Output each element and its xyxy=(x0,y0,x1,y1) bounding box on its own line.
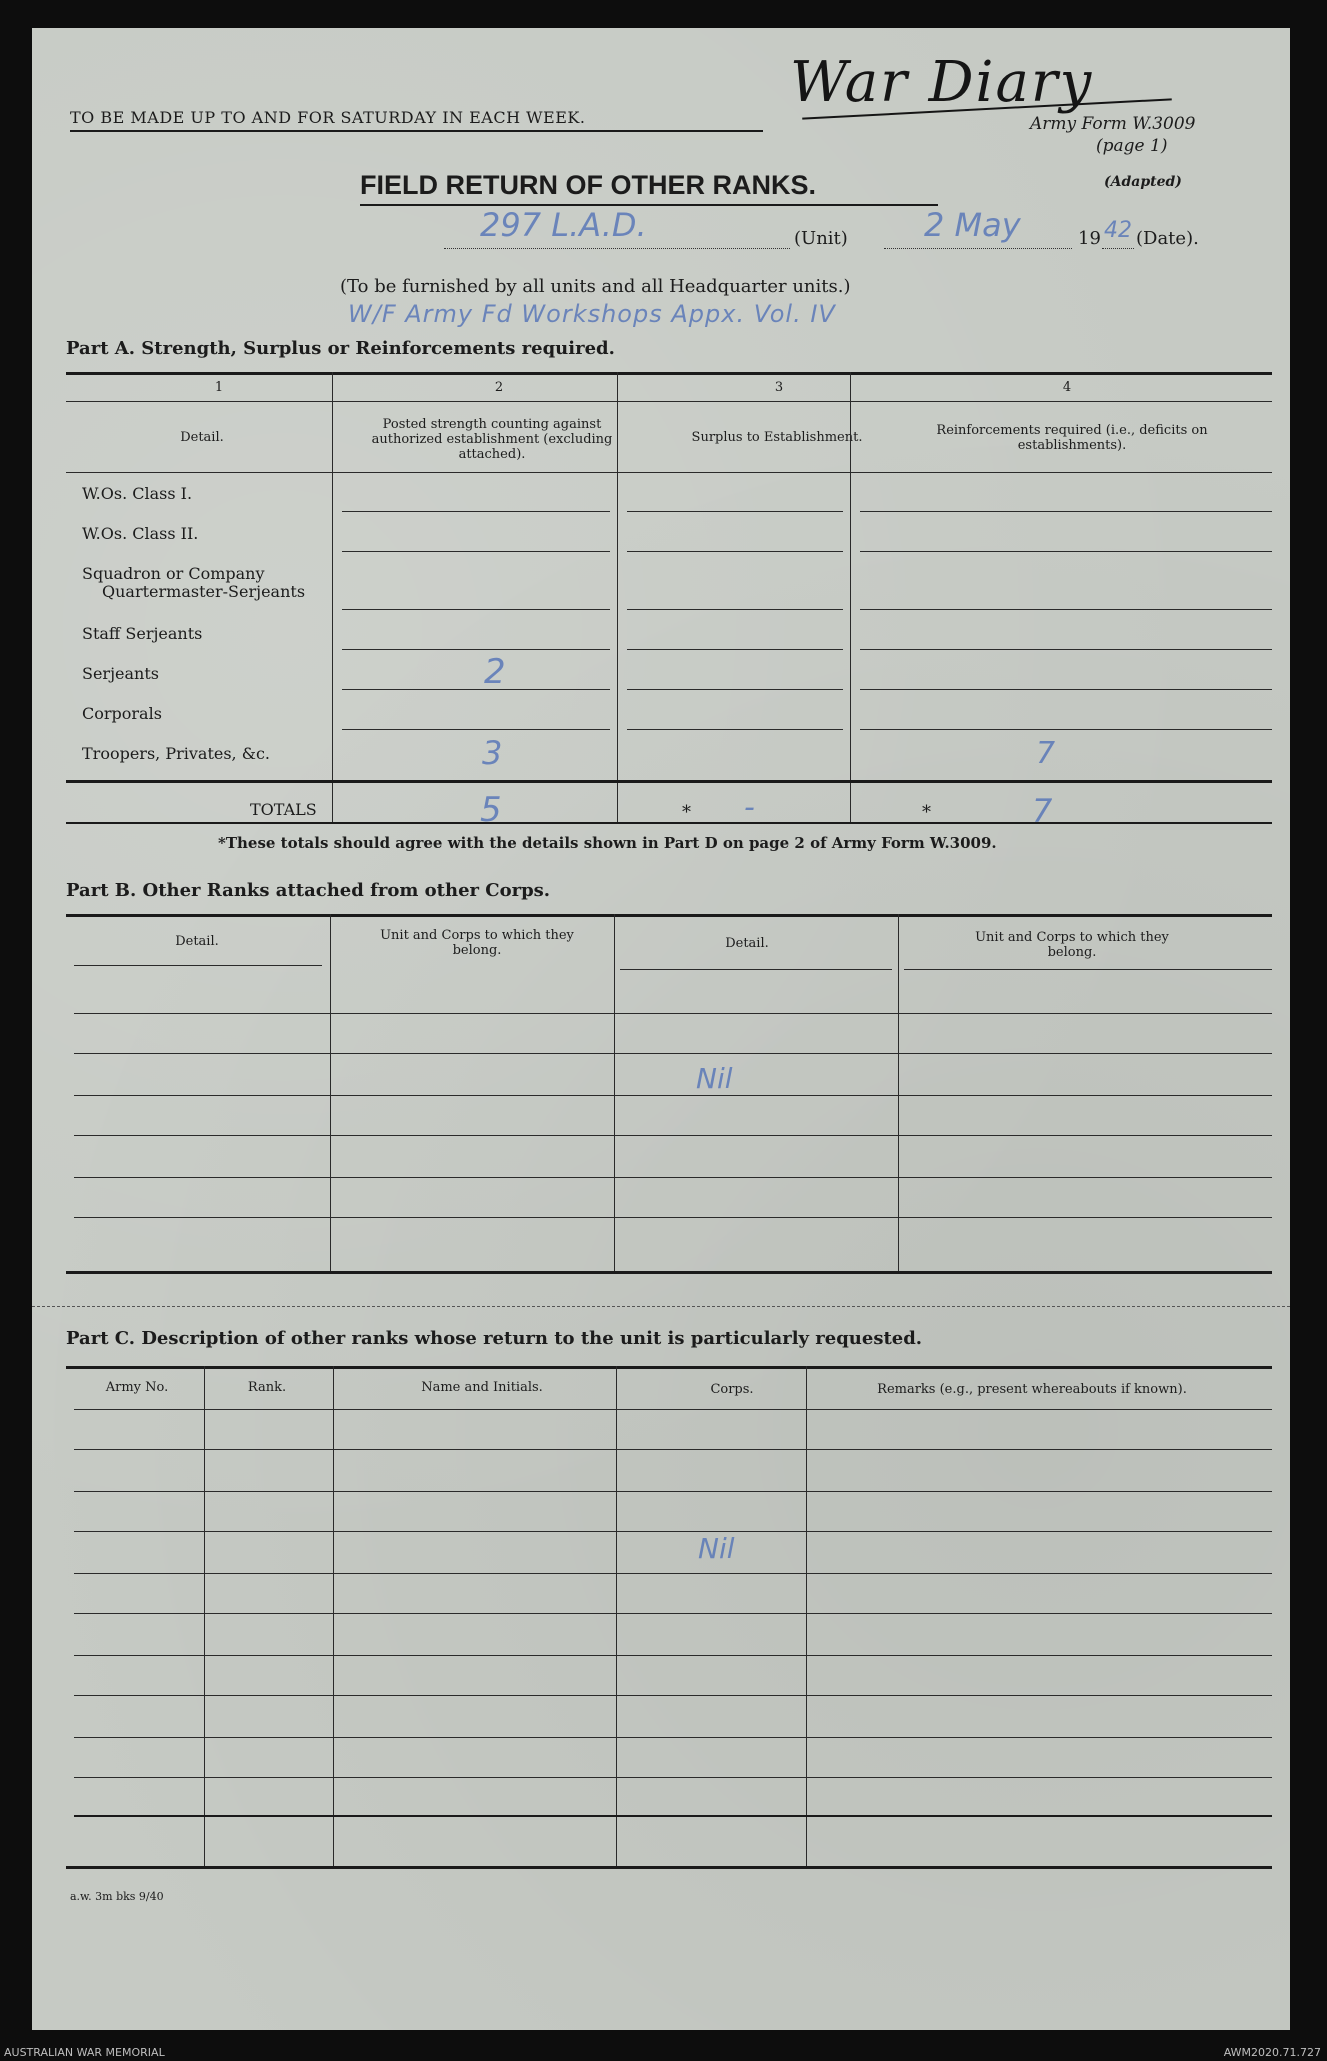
part-b-row-rule xyxy=(74,1135,1272,1136)
row-label-wo1: W.Os. Class I. xyxy=(82,484,193,503)
form-page xyxy=(32,28,1290,2030)
posted-troopers: 3 xyxy=(482,734,503,772)
part-c-top-rule xyxy=(66,1366,1272,1369)
unit-value: 297 L.A.D. xyxy=(480,206,647,244)
row-label-serjeants: Serjeants xyxy=(82,664,159,683)
part-b-bottom-rule xyxy=(66,1271,1272,1274)
surplus-asterisk: * xyxy=(682,802,691,823)
total-posted: 5 xyxy=(480,790,502,830)
perforation-line xyxy=(32,1306,1290,1307)
part-b-divider-1 xyxy=(330,914,331,1272)
part-b-col-unit-1: Unit and Corps to which they belong. xyxy=(380,928,574,958)
part-a-row-rule xyxy=(860,689,1272,690)
part-b-divider-3 xyxy=(898,914,899,1272)
reinforcements-troopers: 7 xyxy=(1036,736,1056,771)
part-b-col-detail-1: Detail. xyxy=(175,934,219,949)
row-label-troopers: Troopers, Privates, &c. xyxy=(82,744,271,763)
part-b-col-detail-2: Detail. xyxy=(725,936,769,951)
part-b-entry: Nil xyxy=(696,1062,733,1095)
unit-label: (Unit) xyxy=(794,228,848,249)
part-a-divider-1 xyxy=(332,372,333,822)
part-a-row-rule xyxy=(342,649,610,650)
part-c-col-corps: Corps. xyxy=(710,1382,754,1397)
part-a-row-rule xyxy=(627,511,843,512)
part-a-row-rule xyxy=(627,649,843,650)
part-c-entry: Nil xyxy=(698,1532,735,1565)
date-value: 2 May xyxy=(924,206,1021,244)
part-c-heading: Part C. Description of other ranks whose return to the unit is particularly requested. xyxy=(66,1328,923,1349)
part-b-divider-2 xyxy=(614,914,615,1272)
part-b-header-rule xyxy=(620,969,892,970)
part-c-row-rule xyxy=(74,1695,1272,1696)
part-c-row-rule xyxy=(74,1449,1272,1450)
page-label: (page 1) xyxy=(1096,136,1168,156)
furnish-note: (To be furnished by all units and all Headquarter units.) xyxy=(340,276,851,297)
part-a-row-rule xyxy=(860,609,1272,610)
reinforcement-asterisk: * xyxy=(922,802,931,823)
col-number-3: 3 xyxy=(774,380,784,395)
date-label: (Date). xyxy=(1136,228,1199,249)
part-b-top-rule xyxy=(66,914,1272,917)
part-a-row-rule xyxy=(860,649,1272,650)
part-c-col-army-no: Army No. xyxy=(105,1380,169,1395)
col-number-1: 1 xyxy=(214,380,224,395)
part-b-heading: Part B. Other Ranks attached from other Corps. xyxy=(66,880,551,901)
part-a-row-rule xyxy=(860,551,1272,552)
part-b-row-rule xyxy=(74,1013,1272,1014)
part-c-row-rule xyxy=(74,1815,1272,1817)
date-field-line xyxy=(884,248,1072,249)
part-a-row-rule xyxy=(627,729,843,730)
adapted-label: (Adapted) xyxy=(1104,174,1182,190)
part-a-row-rule xyxy=(342,729,610,730)
part-c-col-rank: Rank. xyxy=(247,1380,287,1395)
part-a-row-rule xyxy=(342,551,610,552)
total-reinforcements: 7 xyxy=(1032,792,1053,830)
part-c-row-rule xyxy=(74,1737,1272,1738)
part-a-row-rule xyxy=(627,609,843,610)
part-a-row-rule xyxy=(342,689,610,690)
total-surplus: - xyxy=(744,790,755,825)
part-a-col-detail: Detail. xyxy=(180,430,224,445)
part-a-heading: Part A. Strength, Surplus or Reinforcements required. xyxy=(66,338,615,359)
part-c-divider-4 xyxy=(806,1366,807,1866)
part-a-row-rule xyxy=(860,511,1272,512)
part-a-header-rule xyxy=(66,472,1272,473)
year-field-line xyxy=(1102,248,1134,249)
instruction-line: TO BE MADE UP TO AND FOR SATURDAY IN EACH WEEK. xyxy=(70,108,586,127)
part-c-row-rule xyxy=(74,1491,1272,1492)
part-b-row-rule xyxy=(74,1095,1272,1096)
part-a-divider-2 xyxy=(617,372,618,822)
archive-reference: AWM2020.71.727 xyxy=(1223,2046,1321,2059)
part-a-footnote: *These totals should agree with the details shown in Part D on page 2 of Army Form W.3009. xyxy=(218,834,997,852)
row-label-cqms-2: Quartermaster-Serjeants xyxy=(102,582,306,601)
row-label-wo2: W.Os. Class II. xyxy=(82,524,199,543)
part-a-divider-3 xyxy=(850,372,851,822)
col-number-2: 2 xyxy=(494,380,504,395)
part-b-col-unit-2: Unit and Corps to which they belong. xyxy=(975,930,1169,960)
war-diary-stamp: War Diary xyxy=(790,50,1094,115)
col-number-4: 4 xyxy=(1062,380,1072,395)
part-a-row-rule xyxy=(860,729,1272,730)
part-c-row-rule xyxy=(74,1573,1272,1574)
part-c-divider-2 xyxy=(333,1366,334,1866)
part-c-divider-3 xyxy=(616,1366,617,1866)
part-c-divider-1 xyxy=(204,1366,205,1866)
year-prefix: 19 xyxy=(1078,228,1101,249)
page-title: FIELD RETURN OF OTHER RANKS. xyxy=(360,170,816,200)
posted-serjeants: 2 xyxy=(484,652,506,692)
part-c-header-rule xyxy=(74,1409,1272,1410)
part-b-row-rule xyxy=(74,1177,1272,1178)
part-c-row-rule xyxy=(74,1531,1272,1532)
row-label-corporals: Corporals xyxy=(82,704,162,723)
appendix-note: W/F Army Fd Workshops Appx. Vol. IV xyxy=(348,300,836,328)
part-c-row-rule xyxy=(74,1777,1272,1778)
part-a-row-rule xyxy=(342,609,610,610)
archive-name: AUSTRALIAN WAR MEMORIAL xyxy=(4,2046,165,2059)
part-b-header-rule xyxy=(904,969,1272,970)
archive-footer xyxy=(0,2044,1327,2061)
part-a-col-reinforcements: Reinforcements required (i.e., deficits on establishments). xyxy=(936,423,1208,453)
part-b-row-rule xyxy=(74,1217,1272,1218)
part-a-col-posted: Posted strength counting against authorized establishment (excluding attached). xyxy=(371,417,613,462)
part-c-bottom-rule xyxy=(66,1866,1272,1869)
unit-field-line xyxy=(444,248,790,249)
row-label-cqms: Squadron or Company xyxy=(82,564,265,583)
print-code: a.w. 3m bks 9/40 xyxy=(70,1890,164,1903)
totals-top-rule xyxy=(66,780,1272,783)
part-c-col-name: Name and Initials. xyxy=(421,1380,543,1395)
part-a-bottom-rule xyxy=(66,822,1272,824)
part-c-row-rule xyxy=(74,1655,1272,1656)
part-b-header-rule xyxy=(74,965,322,966)
part-c-row-rule xyxy=(74,1613,1272,1614)
row-label-staff-serjeants: Staff Serjeants xyxy=(82,624,203,643)
totals-label: TOTALS xyxy=(250,800,317,819)
part-a-col-surplus: Surplus to Establishment. xyxy=(691,430,863,445)
part-a-top-rule xyxy=(66,372,1272,375)
part-a-row-rule xyxy=(627,551,843,552)
part-c-col-remarks: Remarks (e.g., present whereabouts if known). xyxy=(877,1382,1187,1397)
part-a-row-rule xyxy=(342,511,610,512)
year-value: 42 xyxy=(1104,218,1132,243)
part-b-row-rule xyxy=(74,1053,1272,1054)
part-a-row-rule xyxy=(627,689,843,690)
title-underline xyxy=(360,204,938,206)
form-number: Army Form W.3009 xyxy=(1030,114,1196,134)
col-number-rule xyxy=(66,401,1272,402)
instruction-underline xyxy=(70,130,763,132)
